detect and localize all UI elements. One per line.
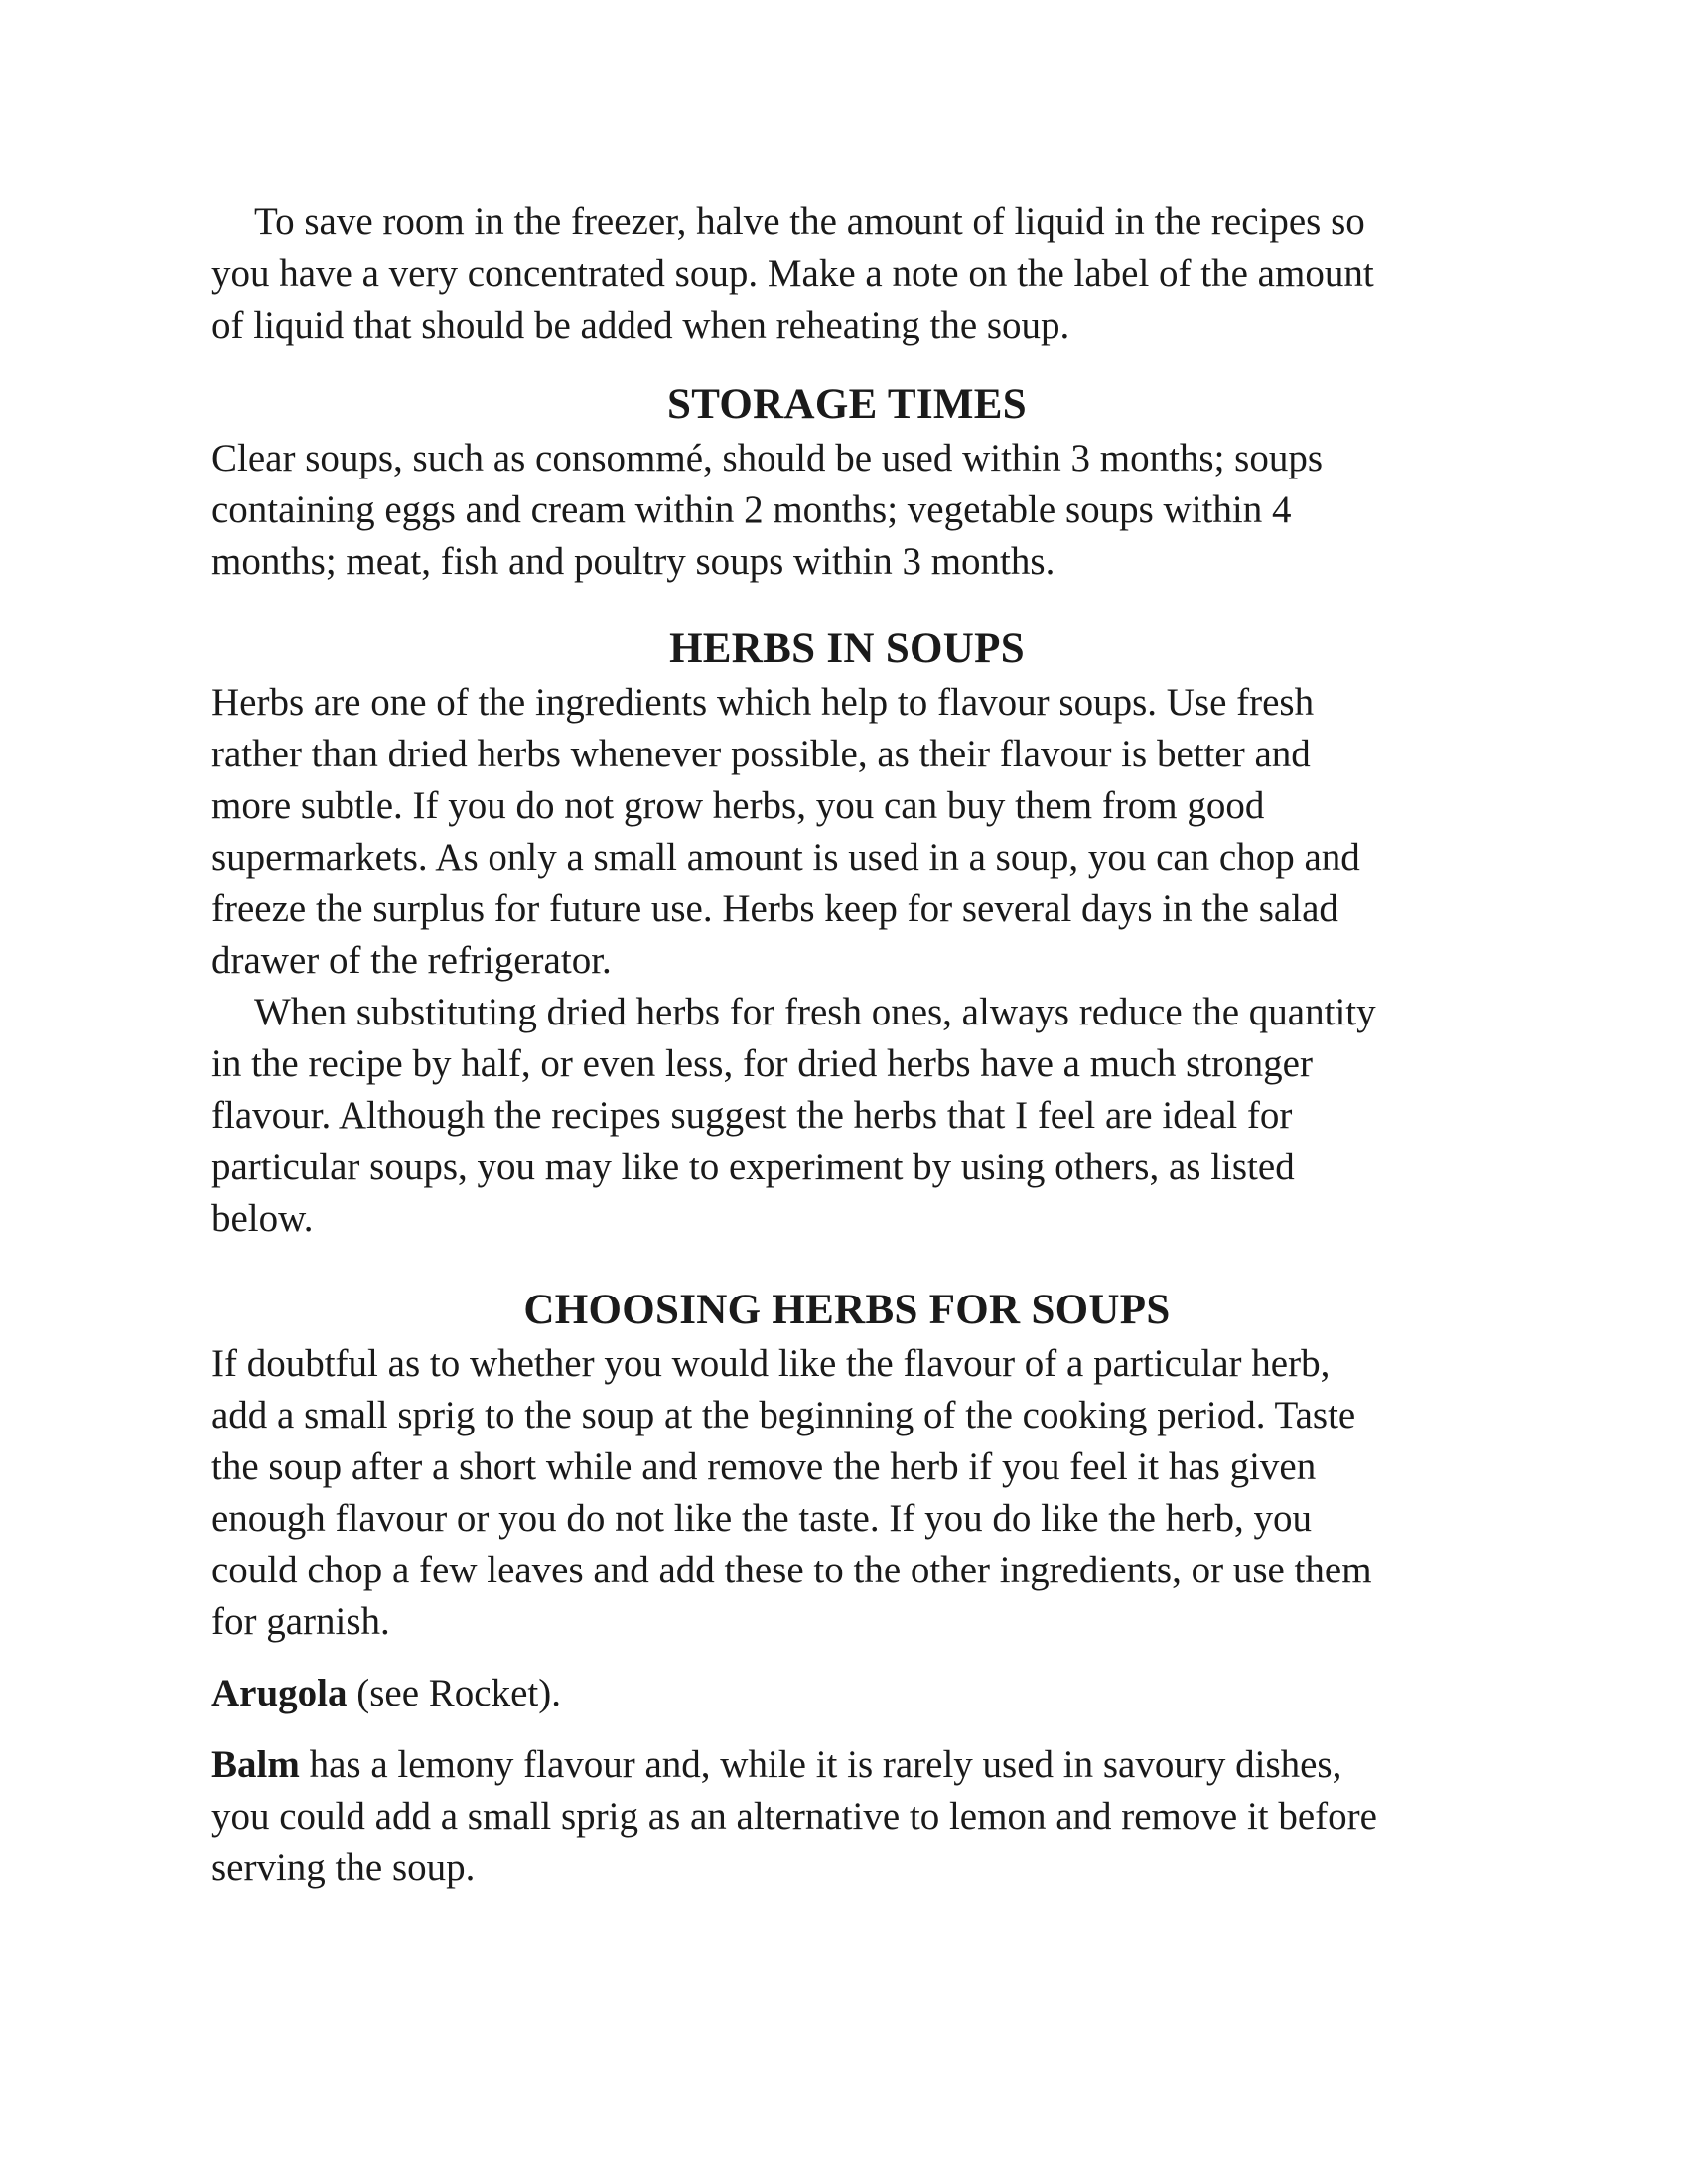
text-line: add a small sprig to the soup at the beginning of the cooking period. Taste <box>211 1394 1356 1436</box>
text-line: supermarkets. As only a small amount is used in a soup, you can chop and <box>211 836 1360 879</box>
herbs-paragraph-2 <box>211 987 1482 1245</box>
text-line: of liquid that should be added when reheating the soup. <box>211 304 1070 346</box>
text-line: months; meat, fish and poultry soups within 3 months. <box>211 540 1055 583</box>
text-line: in the recipe by half, or even less, for dried herbs have a much stronger <box>211 1042 1313 1085</box>
text-line: you have a very concentrated soup. Make a note on the label of the amount <box>211 252 1374 295</box>
herb-term: Balm <box>211 1743 300 1786</box>
text-line: If doubtful as to whether you would like the flavour of a particular herb, <box>211 1342 1331 1385</box>
text-line: freeze the surplus for future use. Herbs keep for several days in the salad <box>211 887 1338 930</box>
text-line: serving the soup. <box>211 1846 476 1889</box>
text-line: particular soups, you may like to experiment by using others, as listed <box>211 1146 1295 1188</box>
text-line: rather than dried herbs whenever possible, as their flavour is better and <box>211 733 1311 775</box>
storage-times-paragraph <box>211 433 1482 588</box>
herb-description: (see Rocket). <box>347 1672 561 1714</box>
text-line: below. <box>211 1197 314 1240</box>
text-line: containing eggs and cream within 2 months; vegetable soups within 4 <box>211 488 1292 531</box>
herbs-paragraph-1 <box>211 677 1482 987</box>
text-line: for garnish. <box>211 1600 390 1643</box>
text-line: the soup after a short while and remove the herb if you feel it has given <box>211 1445 1317 1488</box>
choosing-herbs-paragraph <box>211 1338 1482 1648</box>
text-line: enough flavour or you do not like the taste. If you do like the herb, you <box>211 1497 1312 1540</box>
herb-entry-balm <box>211 1739 1482 1894</box>
herb-description: has a lemony flavour and, while it is rarely used in savoury dishes, <box>299 1743 1342 1786</box>
text-line: you could add a small sprig as an alternative to lemon and remove it before <box>211 1795 1377 1838</box>
text-line: drawer of the refrigerator. <box>211 939 612 982</box>
storage-times-heading: STORAGE TIMES <box>667 381 1027 428</box>
text-line: When substituting dried herbs for fresh ones, always reduce the quantity <box>254 991 1376 1033</box>
text-line: To save room in the freezer, halve the amount of liquid in the recipes so <box>254 201 1365 243</box>
choosing-herbs-heading: CHOOSING HERBS FOR SOUPS <box>523 1287 1171 1333</box>
text-line: could chop a few leaves and add these to the other ingredients, or use them <box>211 1549 1372 1591</box>
text-line: more subtle. If you do not grow herbs, you can buy them from good <box>211 784 1265 827</box>
herb-term: Arugola <box>211 1672 348 1714</box>
intro-paragraph <box>211 197 1482 351</box>
text-line: flavour. Although the recipes suggest the herbs that I feel are ideal for <box>211 1094 1293 1137</box>
text-line: Clear soups, such as consommé, should be used within 3 months; soups <box>211 437 1324 479</box>
page-body <box>211 197 1482 1894</box>
herb-entry-arugola <box>211 1668 1482 1719</box>
herbs-in-soups-heading: HERBS IN SOUPS <box>669 625 1025 672</box>
text-line: Herbs are one of the ingredients which help to flavour soups. Use fresh <box>211 681 1315 724</box>
